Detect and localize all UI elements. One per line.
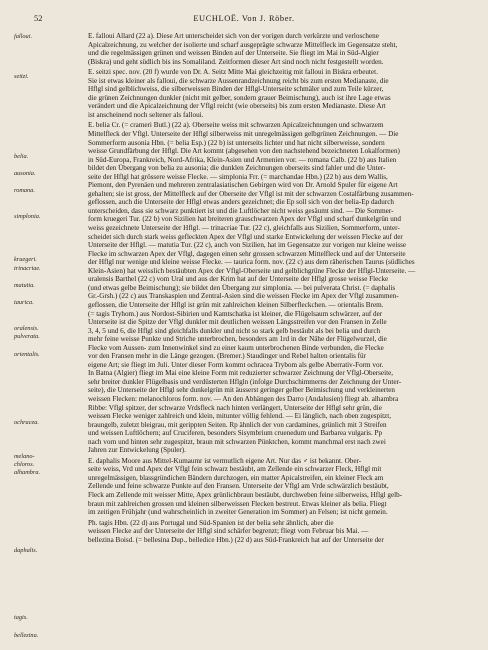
text-line: E. seitzi spec. nov. (20 f) wurde von Dr. A. Seitz Mitte Mai gleichzeitig mit falloui in Biskra erbeutet. <box>88 68 378 77</box>
text-line: Klein-Asien) hat weisslich bestäubten Apex der Vflgl-Oberseite und gelblichgrüne Flecke der Hflgl-Unterseite. — <box>88 266 416 275</box>
text-line: In Batna (Algier) fliegt im Mai eine kleine Form mit reduzierter schwarzer Zeichnung der Vflgl-Oberseite, <box>88 369 394 378</box>
text-line: vor den Fransen mehr in die Länge gezogen. (Bremer.) Staudinger und Rebel halten orientalis für <box>88 352 366 361</box>
text-line: Hflgl sind gelblichweiss, die silberweissen Binden der Hflgl-Unterseite schmäler und zum Teile kürzer, <box>88 85 384 94</box>
text-line: scheidet sich durch stark weiss gefleckten Apex der Vflgl und starke Entwickelung der weissen Flecke auf der <box>88 232 403 241</box>
text-line: ist anscheinend noch seltener als falloui. <box>88 110 204 119</box>
text-line: sehr breiter dunkler Flügelbasis und verdüsterten Hflgln (infolge Durchschimmerns der Zeichnung der Unter- <box>88 377 402 386</box>
text-line: uralensis Barthel (22 c) vom Ural und aus der Krim hat auf der Unterseite der Hflgl grosse weisse Flecke <box>88 275 389 284</box>
margin-note: pulverata. <box>14 333 40 340</box>
margin-note: bellezina. <box>14 632 39 639</box>
text-line: mehr feine weisse Punkte und Striche unterbrochen, besonders am 1rd in der Nähe der Flügelwurzel, die <box>88 335 387 344</box>
margin-note: kruegeri. <box>14 256 37 263</box>
text-line: weissen Flecken: melanochloros form. nov. — An den Abhängen des Darro (Andalusien) fliegt ab. alhambra <box>88 394 399 403</box>
text-line: unterscheiden, dass sie schwarz punktiert ist und die Luftlöcher nicht weiss gesäumt sind. — Die Sommer- <box>88 206 394 215</box>
margin-note: simplonia. <box>14 213 41 220</box>
text-line: verändert und die Apicalzeichnung der Vflgl reicht (wie oberseits) bis zum ersten Medianaste. Diese Art <box>88 102 386 111</box>
paragraph-tagis <box>88 519 461 545</box>
text-line: Flecke im schwarzen Apex der Vflgl, dagegen einen sehr grossen schwarzen Mittelfleck und auf der Unterseite <box>88 249 406 258</box>
margin-note: melano- <box>14 453 35 460</box>
text-line: weissen Flecke auf der Unterseite der Hflgl sind schärfer begrenzt; fliegt vom Februar bis Mai. — <box>88 527 369 536</box>
text-line: Sommerform ausonia Hbn. (= belia Esp.) (22 b) ist unterseits lichter und hat nicht silberweisse, sondern <box>88 138 385 147</box>
paragraph-daphalis <box>88 457 461 517</box>
paragraph-seitzi <box>88 68 461 119</box>
text-line: und die regelmässigen grünen und weissen Binden auf der Unterseite. Sie fliegt im Mai in Süd-Algier <box>88 49 379 58</box>
text-line: E. falloui Allard (22 a). Diese Art unterscheidet sich von der vorigen durch verkürzte und verloschene <box>88 32 379 40</box>
margin-note: daphalis. <box>14 547 38 554</box>
text-line: die grünen Zeichnungen dunkler (nicht mit gelber, sondern grauer Beimischung), auch ist ihre Lage etwas <box>88 93 391 102</box>
running-title: EUCHLOË. Von J. Röber. <box>193 14 295 23</box>
margin-note: taurica. <box>14 299 34 306</box>
text-line: in Süd-Europa, Frankreich, Nord-Afrika, Klein-Asien und Armenien vor. — romana Calb. (22 b) aus Italien <box>88 155 397 164</box>
text-line: unregelmässigen, blassgründichen Bändern durchzogen, ein matter Apicalstreifen, ein kleiner Fleck am <box>88 473 384 482</box>
margin-note: ochracea. <box>14 419 40 426</box>
margin-note: orientalis. <box>14 351 40 358</box>
text-line: E. belia Cr. (= crameri Butl.) (22 a). Oberseite weiss mit schwarzen Apicalzeichnungen und schwarzem <box>88 121 384 130</box>
text-line: weiss gezeichnete Unterseite der Hflgl. — trinacriae Tur. (22 c), gleichfalls aus Sizilien, Sommerform, unter- <box>88 224 400 233</box>
paragraph-belia <box>88 121 461 454</box>
text-line: Piemont, den Pyrenäen und mehreren zentralasiatischen Gebirgen wird von Dr. Arnold Spuler für eigene Art <box>88 181 398 190</box>
text-line: Unterseite der Hflgl. — matutia Tur. (22 c), auch von Sizilien, hat im Gegensatze zur vorigen nur kleine weisse <box>88 241 407 250</box>
text-line: Sie ist etwas kleiner als falloui, die schwarze Aussenrandzeichnung reicht bis zum ersten Medianaste, die <box>88 76 389 85</box>
text-line: Unterseite ist die Spitze der Vflgl dunkler mit deutlichen weissen Längsstreifen vor den Fransen in Zelle <box>88 318 387 327</box>
margin-note: seitzi. <box>14 73 29 80</box>
text-line: E. daphalis Moore aus Mittel-Kumaumr ist vermutlich eigene Art. Nur das ♂ ist bekannt. Ober- <box>88 456 362 465</box>
margin-note: ausonia. <box>14 170 36 177</box>
text-line: seite), die Unterseite der Hflgl sehr dunkelgrün mit äusserst geringer gelber Beimischung und verkleinerten <box>88 386 395 395</box>
text-line: im zeitigen Frühjahr (und wahrscheinlich in zweiter Generation im Sommer) an Felsen; ist nicht gemein. <box>88 508 388 517</box>
text-line: geflossen, auch die Unterseite der Hflgl etwas anders gezeichnet; die Ep soll sich von der belia-Ep dadurch <box>88 198 394 207</box>
text-line: braun mit zahlreichen grossen und kleinen silberweissen Flecken bestreut. Etwas kleiner als belia. Fliegt <box>88 499 387 508</box>
text-line: Flecke vom Aussen- zum Innenwinkel sind zu einer kaum unterbrochenen Binde verbunden, die Flecke <box>88 343 384 352</box>
text-line: (Biskra) und geht südlich bis ins Somaliland. Zeitformen dieser Art sind noch nicht festgestellt worden. <box>88 57 384 66</box>
page-number: 52 <box>34 14 43 23</box>
text-line: seite weiss, Vrd und Apex der Vflgl fein schwarz bestäubt, am Zellende ein schwarzer Fleck, Hflgl mit <box>88 465 382 474</box>
margin-note: oralensis. <box>14 325 39 332</box>
margin-note: matutia. <box>14 282 35 289</box>
text-line: 3, 4, 5 und 6, die Hflgl sind gleichfalls dunkler und nicht so stark gelb bestäubt als bei belia und durch <box>88 326 381 335</box>
margin-note: falloui. <box>14 33 33 40</box>
body-text <box>88 32 461 546</box>
text-line: eigene Art; sie fliegt im Juli. Unter dieser Form kommt ochracea Trybom als gelbe Aberrativ-Form vor. <box>88 360 384 369</box>
margin-note: alhambra. <box>14 469 41 476</box>
text-line: Ribbe: Vflgl spitzer, der schwarze Vrdsfleck nach hinten verlängert, Unterseite der Hflgl sehr grün, die <box>88 403 382 412</box>
text-line: Fleck am Zellende mit weisser Mitte, Apex grünlichbraun bestäubt, durchweben feine silberweiss, Hflgl gelb- <box>88 490 403 499</box>
text-line: Zellende und feine schwarze Punkte auf den Fransen. Unterseite der Vflgl am Vrde schwärzlich bestäubt, <box>88 482 389 491</box>
text-line: form kruegeri Tur. (22 b) von Sizilien hat breiteren grauschwarzen Apex der Vflgl und scharf dunkelgrün und <box>88 215 401 224</box>
text-line: weissen Flecke weniger zahlreich und klein, mitunter völlig fehlend. — Ei länglich, nach oben zugespitzt, <box>88 412 391 421</box>
text-line: (= tagis Tryhom.) aus Nordost-Sibirien und Kamtschatka ist kleiner, die Flügelsaum schwärzer, auf der <box>88 309 383 318</box>
margin-note: belia. <box>14 153 29 160</box>
text-line: weisse Grundfärbung der Hflgl. Die Art kommt (abgesehen von den nachstehend bezeichneten Lokalformen) <box>88 147 400 156</box>
text-line: gehalten; sie ist gross, der Mittelfleck auf der Oberseite der Vflgl ist mit der schwarzen Costalfärbung zusammen- <box>88 189 414 198</box>
page-header <box>34 13 454 24</box>
margin-note: chloros. <box>14 461 35 468</box>
text-line: braungelb, zuletzt bleigrau, mit gerippten Seiten. Rp ähnlich der von cardamines, grünlich mit 3 Streifen <box>88 420 387 429</box>
margin-note: tagis. <box>14 614 28 621</box>
text-line: Apicalzeichnung, zu welcher der isolierte und scharf ausgeprägte schwarze Mittelfleck im Gegensatze steht, <box>88 40 398 49</box>
margin-note: romana. <box>14 187 35 194</box>
text-line: geflossen, die Unterseite der Hflgl ist grün mit zahlreichen kleinen Silberfleckchen. — orientalis Brem. <box>88 300 384 309</box>
text-line: und weissen Luftlöchern; auf Cruciferen, besonders Sisymbrium cruenedum und Barbarea vulgaris. Pp <box>88 429 383 438</box>
text-line: Gr.-Grsh.) (22 c) aus Transkaspien und Zentral-Asien sind die weissen Flecke im Apex der Vflgl zusammen- <box>88 292 399 301</box>
text-line: Ph. tagis Hbn. (22 d) aus Portugal und Süd-Spanien ist der belia sehr ähnlich, aber die <box>88 518 334 527</box>
text-line: bellezina Boisd. (= bellesina Dup., belledice Hbn.) (22 d) aus Süd-Frankreich hat auf der Unterseite der <box>88 535 384 544</box>
text-line: Mittelfleck der Vflgl. Unterseite der Hflgl silberweiss mit unregelmässigen gelbgrünen Zeichnungen. — Die <box>88 130 399 139</box>
text-line: der Hflgl nur wenige und kleine weisse Flecke. — taurica form. nov. (22 c) aus dem räherischen Taurus (südliches <box>88 258 415 267</box>
text-line: Jahren zur Entwickelung (Spuler). <box>88 446 186 455</box>
paragraph-falloui <box>88 32 461 66</box>
text-line: nach vorn und hinten sehr zugespitzt, braun mit schwarzen Pünktchen, kommt manchmal erst nach zwei <box>88 437 386 446</box>
margin-note: trinacriae. <box>14 265 41 272</box>
text-line: seite der Hflgl hat grössere weisse Flecke. — simplonia Frr. (= marchandae Hbn.) (22 b) aus dem Wallis, <box>88 172 388 181</box>
text-line: bildet den Übergang von belia zu ausonia; die dunklen Zeichnungen oberseits sind fahler und die Unter- <box>88 164 386 173</box>
text-line: (und etwas gelbe Beimischung); sie bildet den Übergang zur simplonia. — bei pulverata Christ. (= daphalis <box>88 283 396 292</box>
